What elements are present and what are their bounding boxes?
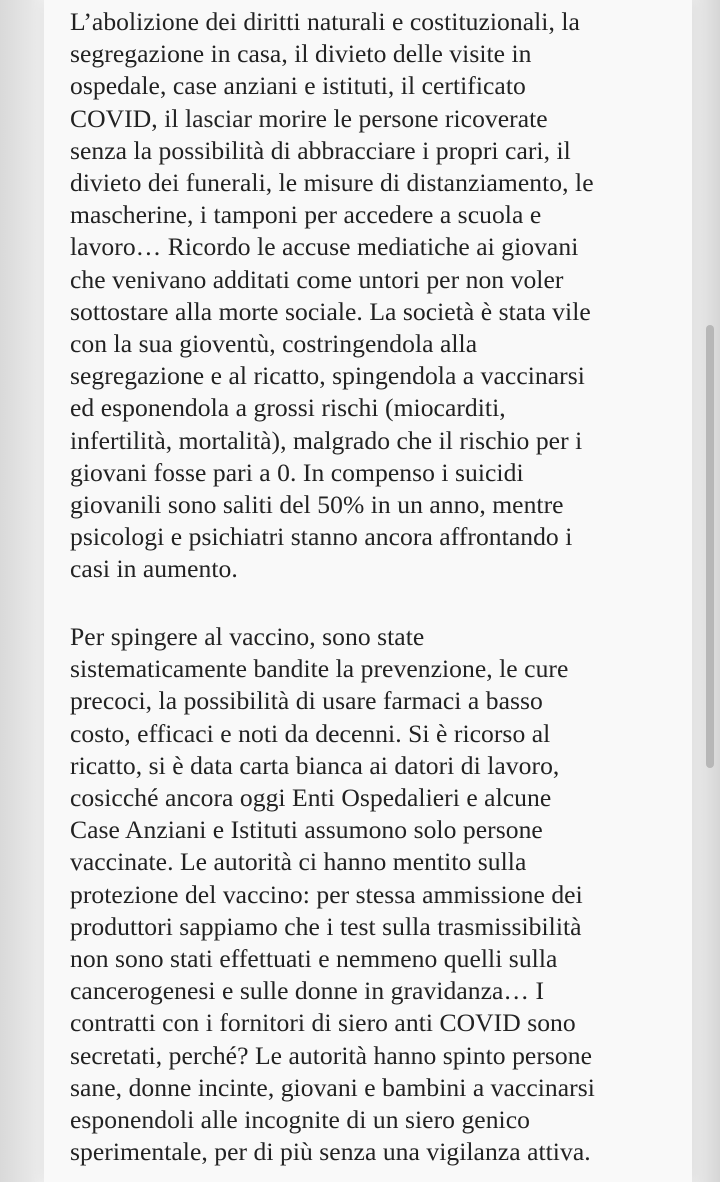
text-line: vaccinate. Le autorità ci hanno mentito sulla [70, 847, 527, 877]
text-line: sistematicamente bandite la prevenzione, le cure [70, 654, 569, 684]
text-line: sottostare alla morte sociale. La società è stata vile [70, 296, 591, 326]
text-line: ricatto, si è data carta bianca ai datori di lavoro, [70, 750, 560, 780]
text-line: divieto dei funerali, le misure di distanziamento, le [70, 168, 594, 198]
text-line: produttori sappiamo che i test sulla trasmissibilità [70, 911, 582, 941]
text-line: con la sua gioventù, costringendola alla [70, 329, 478, 359]
vertical-scrollbar-thumb[interactable] [706, 325, 714, 768]
text-line: costo, efficaci e noti da decenni. Si è ricorso al [70, 718, 551, 748]
text-line: cancerogenesi e sulle donne in gravidanza… I [70, 976, 545, 1006]
text-line: giovanili sono saliti del 50% in un anno, mentre [70, 490, 564, 520]
paragraph-1 [70, 6, 670, 586]
text-line: cosicché ancora oggi Enti Ospedalieri e alcune [70, 783, 552, 813]
text-line: psicologi e psichiatri stanno ancora affrontando i [70, 522, 573, 552]
text-line: precoci, la possibilità di usare farmaci a basso [70, 686, 543, 716]
text-line: lavoro… Ricordo le accuse mediatiche ai giovani [70, 232, 579, 262]
text-line: ed esponendola a grossi rischi (miocarditi, [70, 393, 506, 423]
text-line: protezione del vaccino: per stessa ammissione dei [70, 879, 583, 909]
text-line: esponendoli alle incognite di un siero genico [70, 1105, 530, 1135]
text-line: casi in aumento. [70, 554, 238, 584]
text-line: COVID, il lasciar morire le persone ricoverate [70, 103, 548, 133]
text-line: ospedale, case anziani e istituti, il certificato [70, 71, 526, 101]
text-line: sperimentale, per di più senza una vigilanza attiva. [70, 1137, 591, 1167]
text-line: sane, donne incinte, giovani e bambini a vaccinarsi [70, 1072, 595, 1102]
text-line: Case Anziani e Istituti assumono solo persone [70, 815, 543, 845]
text-line: segregazione in casa, il divieto delle visite in [70, 39, 532, 69]
text-line: segregazione e al ricatto, spingendola a vaccinarsi [70, 361, 585, 391]
text-line: Per spingere al vaccino, sono state [70, 622, 425, 651]
vertical-scrollbar-track[interactable] [706, 0, 714, 1182]
text-line: secretati, perché? Le autorità hanno spinto persone [70, 1040, 593, 1070]
text-line: non sono stati effettuati e nemmeno quelli sulla [70, 944, 558, 974]
text-line: che venivano additati come untori per non voler [70, 264, 564, 294]
paragraph-2 [70, 621, 670, 1168]
text-line: L’abolizione dei diritti naturali e costituzionali, la [70, 7, 580, 36]
text-line: senza la possibilità di abbracciare i propri cari, il [70, 135, 571, 165]
text-line: infertilità, mortalità), malgrado che il rischio per i [70, 425, 583, 455]
text-line: giovani fosse pari a 0. In compenso i suicidi [70, 457, 524, 487]
text-line: contratti con i fornitori di siero anti COVID sono [70, 1008, 576, 1038]
text-line: mascherine, i tamponi per accedere a scuola e [70, 200, 542, 230]
